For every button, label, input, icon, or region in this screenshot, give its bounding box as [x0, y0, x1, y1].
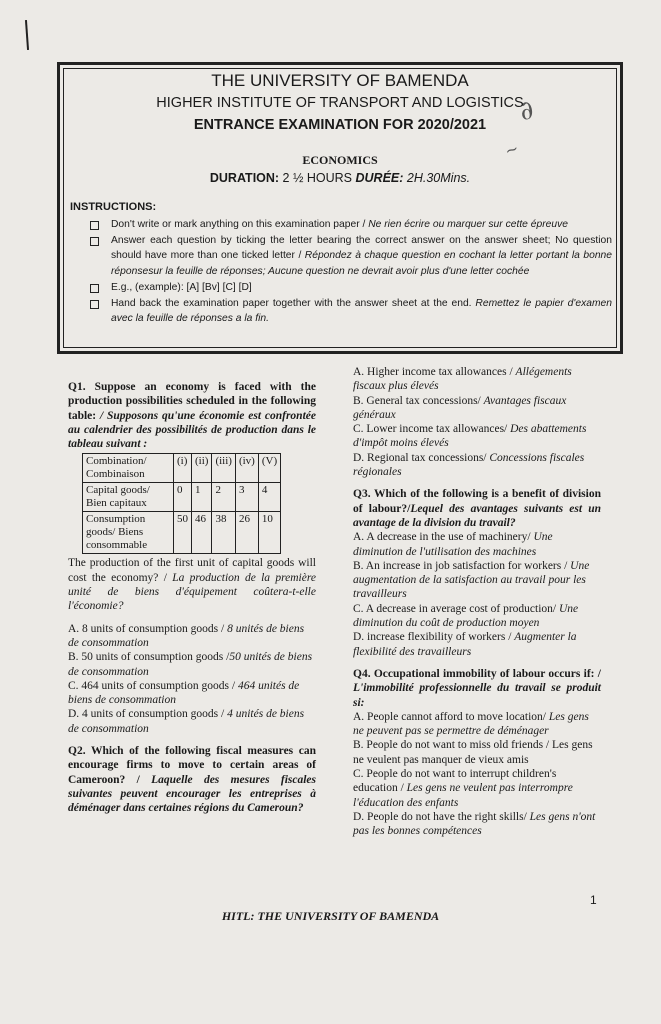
- answer-option: A. A decrease in the use of machinery/ Une diminution de l'utilisation des machines: [353, 531, 553, 558]
- question-3: Q3. Which of the following is a benefit of division of labour?/Lequel des avantages suivants est un avantage de la division du travail?: [353, 488, 601, 529]
- pen-mark: [25, 20, 29, 50]
- instruction-item: Don't write or mark anything on this examination paper / Ne rien écrire ou marquer sur cette épreuve: [88, 217, 612, 232]
- table-header-cell: (iv): [235, 454, 258, 483]
- exam-title: ENTRANCE EXAMINATION FOR 2020/2021: [193, 117, 487, 133]
- subject-title: ECONOMICS: [302, 153, 378, 167]
- checkbox-icon: [90, 284, 99, 293]
- checkbox-icon: [90, 300, 99, 309]
- answer-option: D. Regional tax concessions/ Concessions fiscales régionales: [353, 451, 585, 479]
- checkbox-icon: [90, 221, 99, 230]
- question-1-prompt: The production of the first unit of capital goods will cost the economy? / La production de la première unité de biens d'équipement coûtera-t-elle l'économie?: [68, 557, 316, 613]
- table-row: Consumption goods/ Biens consommable 50 46 38 26 10: [83, 512, 281, 554]
- answer-option: B. 50 units of consumption goods /50 unités de biens de consommation: [68, 651, 313, 678]
- table-header-cell: (iii): [212, 454, 236, 483]
- answer-option: D. increase flexibility of workers / Augmenter la flexibilité des travailleurs: [353, 631, 577, 658]
- answer-option: D. People do not have the right skills/ Les gens n'ont pas les bonnes compétences: [353, 810, 596, 838]
- checkbox-icon: [90, 237, 99, 246]
- instruction-item: Hand back the examination paper together with the answer sheet at the end. Remettez le papier d'examen avec la feuille de réponses a la fin.: [88, 296, 612, 326]
- instructions-list: [88, 217, 612, 327]
- handwritten-scribble: ~: [502, 138, 522, 161]
- answer-option: B. People do not want to miss old friends / Les gens ne veulent pas manquer de vieux amis: [353, 739, 593, 766]
- instructions-title: INSTRUCTIONS:: [70, 201, 157, 213]
- table-header-cell: (V): [258, 454, 280, 483]
- handwritten-scribble: ∂: [516, 94, 538, 128]
- institute-name: HIGHER INSTITUTE OF TRANSPORT AND LOGISTICS: [156, 95, 524, 111]
- table-header-cell: Combination/ Combinaison: [83, 454, 174, 483]
- university-name: THE UNIVERSITY OF BAMENDA: [211, 71, 469, 90]
- exam-header: [57, 62, 623, 354]
- question-2: Q2. Which of the following fiscal measures can encourage firms to move to certain areas of Cameroon? / Laquelle des mesures fiscales suivantes peuvent encourager les entreprises à déménager dans certaines régions du Cameroun?: [68, 745, 316, 815]
- answer-option: A. 8 units of consumption goods / 8 unités de biens de consommation: [68, 622, 305, 649]
- answer-option: D. 4 units of consumption goods / 4 unités de biens de consommation: [68, 708, 305, 735]
- instruction-item: Answer each question by ticking the letter bearing the correct answer on the answer sheet; No question should have more than one ticked letter / Répondez à chaque question en cochant la letter portant la bonne réponsesur la feuille de réponses; Aucune question ne devrait avoir plus d'une letter cochée: [88, 233, 612, 279]
- table-row: Capital goods/ Bien capitaux 0 1 2 3 4: [83, 483, 281, 512]
- question-1: Q1. Suppose an economy is faced with the production possibilities scheduled in the following table: / Supposons qu'une économie est confrontée au calendrier des possibilités de production dans le tableau suivant :: [68, 381, 316, 451]
- answer-option: C. Lower income tax allowances/ Des abattements d'impôt moins élevés: [353, 423, 587, 450]
- answer-option: A. Higher income tax allowances / Allégements fiscaux plus élevés: [353, 366, 572, 393]
- table-header-cell: (ii): [192, 454, 212, 483]
- table-header-cell: (i): [174, 454, 192, 483]
- page-footer: HITL: THE UNIVERSITY OF BAMENDA: [221, 909, 440, 923]
- question-4: Q4. Occupational immobility of labour occurs if: / L'immobilité professionnelle du travail se produit si:: [353, 667, 601, 709]
- production-possibilities-table: [82, 453, 281, 554]
- page-number: 1: [590, 893, 597, 907]
- answer-option: C. People do not want to interrupt children's education / Les gens ne veulent pas interrompre l'éducation des enfants: [353, 768, 573, 809]
- answer-option: A. People cannot afford to move location/ Les gens ne peuvent pas se permettre de déménager: [353, 710, 589, 738]
- answer-option: C. 464 units of consumption goods / 464 unités de biens de consommation: [68, 679, 300, 707]
- duration-line: DURATION: 2 ½ HOURS DURÉE: 2H.30Mins.: [209, 171, 471, 185]
- left-column: [68, 380, 316, 816]
- answer-option: B. An increase in job satisfaction for workers / Une augmentation de la satisfaction au travail pour les travailleurs: [353, 559, 590, 601]
- right-column: [353, 365, 601, 839]
- answer-option: C. A decrease in average cost of production/ Une diminution du coût de production moyen: [353, 602, 579, 630]
- instruction-item: E.g., (example): [A] [Bv] [C] [D]: [88, 280, 612, 295]
- answer-option: B. General tax concessions/ Avantages fiscaux généraux: [353, 394, 567, 421]
